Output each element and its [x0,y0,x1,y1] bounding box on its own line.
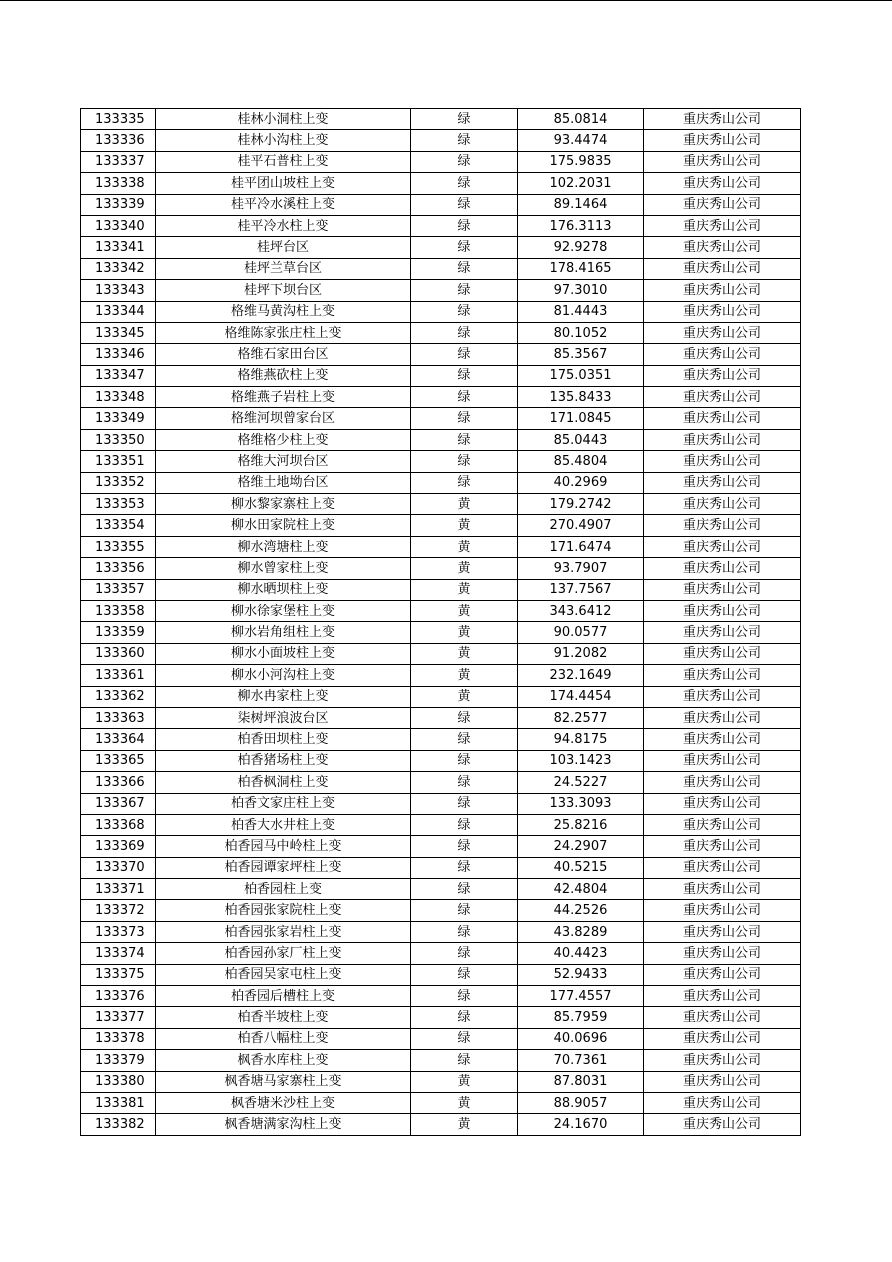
company-cell: 重庆秀山公司 [644,515,801,536]
value-cell: 102.2031 [518,173,644,194]
level-cell: 绿 [411,151,518,172]
station-name-cell: 桂坪兰草台区 [156,258,411,279]
table-row [81,964,801,985]
company-cell: 重庆秀山公司 [644,472,801,493]
station-name-cell: 柏香园张家院柱上变 [156,900,411,921]
row-id-cell: 133350 [81,429,156,450]
row-id-cell: 133349 [81,408,156,429]
level-cell: 绿 [411,109,518,130]
company-cell: 重庆秀山公司 [644,772,801,793]
row-id-cell: 133382 [81,1114,156,1135]
table-row [81,643,801,664]
level-cell: 黄 [411,600,518,621]
station-name-cell: 柏香大水井柱上变 [156,814,411,835]
row-id-cell: 133335 [81,109,156,130]
level-cell: 黄 [411,536,518,557]
company-cell: 重庆秀山公司 [644,686,801,707]
station-name-cell: 格维大河坝台区 [156,451,411,472]
value-cell: 175.0351 [518,365,644,386]
value-cell: 24.5227 [518,772,644,793]
row-id-cell: 133354 [81,515,156,536]
station-name-cell: 柳水冉家柱上变 [156,686,411,707]
row-id-cell: 133373 [81,921,156,942]
station-name-cell: 柳水湾塘柱上变 [156,536,411,557]
level-cell: 绿 [411,365,518,386]
row-id-cell: 133372 [81,900,156,921]
value-cell: 93.4474 [518,130,644,151]
table-row [81,879,801,900]
company-cell: 重庆秀山公司 [644,151,801,172]
table-row [81,408,801,429]
row-id-cell: 133358 [81,600,156,621]
row-id-cell: 133367 [81,793,156,814]
level-cell: 黄 [411,1114,518,1135]
value-cell: 135.8433 [518,387,644,408]
station-name-cell: 柳水徐家堡柱上变 [156,600,411,621]
row-id-cell: 133363 [81,707,156,728]
station-name-cell: 枫香塘满家沟柱上变 [156,1114,411,1135]
level-cell: 绿 [411,1007,518,1028]
value-cell: 24.1670 [518,1114,644,1135]
value-cell: 94.8175 [518,729,644,750]
value-cell: 175.9835 [518,151,644,172]
company-cell: 重庆秀山公司 [644,986,801,1007]
row-id-cell: 133347 [81,365,156,386]
value-cell: 42.4804 [518,879,644,900]
value-cell: 91.2082 [518,643,644,664]
level-cell: 绿 [411,729,518,750]
station-name-cell: 柳水小河沟柱上变 [156,665,411,686]
station-name-cell: 格维石家田台区 [156,344,411,365]
company-cell: 重庆秀山公司 [644,750,801,771]
table-row [81,857,801,878]
value-cell: 97.3010 [518,280,644,301]
table-row [81,729,801,750]
table-row [81,173,801,194]
table-row [81,451,801,472]
value-cell: 177.4557 [518,986,644,1007]
table-row [81,109,801,130]
table-row [81,301,801,322]
table-row [81,429,801,450]
table-row [81,921,801,942]
value-cell: 103.1423 [518,750,644,771]
station-name-cell: 柏香猪场柱上变 [156,750,411,771]
station-name-cell: 柳水岩角组柱上变 [156,622,411,643]
value-cell: 70.7361 [518,1050,644,1071]
row-id-cell: 133380 [81,1071,156,1092]
row-id-cell: 133376 [81,986,156,1007]
value-cell: 85.4804 [518,451,644,472]
company-cell: 重庆秀山公司 [644,280,801,301]
station-name-cell: 格维陈家张庄柱上变 [156,322,411,343]
transformer-table [80,108,801,1136]
company-cell: 重庆秀山公司 [644,258,801,279]
row-id-cell: 133348 [81,387,156,408]
company-cell: 重庆秀山公司 [644,707,801,728]
company-cell: 重庆秀山公司 [644,900,801,921]
row-id-cell: 133336 [81,130,156,151]
table-row [81,536,801,557]
company-cell: 重庆秀山公司 [644,836,801,857]
company-cell: 重庆秀山公司 [644,793,801,814]
company-cell: 重庆秀山公司 [644,322,801,343]
station-name-cell: 柏香园后槽柱上变 [156,986,411,1007]
level-cell: 绿 [411,472,518,493]
row-id-cell: 133342 [81,258,156,279]
table-row [81,793,801,814]
row-id-cell: 133369 [81,836,156,857]
level-cell: 黄 [411,1071,518,1092]
station-name-cell: 桂坪台区 [156,237,411,258]
company-cell: 重庆秀山公司 [644,1071,801,1092]
table-row [81,900,801,921]
row-id-cell: 133345 [81,322,156,343]
level-cell: 绿 [411,408,518,429]
row-id-cell: 133356 [81,558,156,579]
value-cell: 176.3113 [518,215,644,236]
station-name-cell: 桂坪下坝台区 [156,280,411,301]
station-name-cell: 柳水晒坝柱上变 [156,579,411,600]
company-cell: 重庆秀山公司 [644,729,801,750]
company-cell: 重庆秀山公司 [644,536,801,557]
station-name-cell: 柏香园谭家坪柱上变 [156,857,411,878]
level-cell: 黄 [411,686,518,707]
value-cell: 179.2742 [518,494,644,515]
value-cell: 40.4423 [518,943,644,964]
value-cell: 137.7567 [518,579,644,600]
table-row [81,707,801,728]
table-row [81,750,801,771]
station-name-cell: 桂平冷水溪柱上变 [156,194,411,215]
value-cell: 232.1649 [518,665,644,686]
company-cell: 重庆秀山公司 [644,665,801,686]
table-row [81,365,801,386]
row-id-cell: 133337 [81,151,156,172]
company-cell: 重庆秀山公司 [644,494,801,515]
value-cell: 43.8289 [518,921,644,942]
level-cell: 绿 [411,793,518,814]
row-id-cell: 133368 [81,814,156,835]
level-cell: 黄 [411,515,518,536]
row-id-cell: 133377 [81,1007,156,1028]
station-name-cell: 柳水小面坡柱上变 [156,643,411,664]
value-cell: 133.3093 [518,793,644,814]
table-row [81,1028,801,1049]
level-cell: 绿 [411,215,518,236]
level-cell: 绿 [411,772,518,793]
table-row [81,472,801,493]
row-id-cell: 133360 [81,643,156,664]
company-cell: 重庆秀山公司 [644,301,801,322]
station-name-cell: 柏香枫洞柱上变 [156,772,411,793]
station-name-cell: 桂林小沟柱上变 [156,130,411,151]
company-cell: 重庆秀山公司 [644,365,801,386]
station-name-cell: 柒树坪浪波台区 [156,707,411,728]
level-cell: 绿 [411,814,518,835]
row-id-cell: 133338 [81,173,156,194]
value-cell: 178.4165 [518,258,644,279]
station-name-cell: 柏香八幅柱上变 [156,1028,411,1049]
value-cell: 44.2526 [518,900,644,921]
level-cell: 绿 [411,707,518,728]
level-cell: 绿 [411,280,518,301]
row-id-cell: 133346 [81,344,156,365]
table-row [81,322,801,343]
company-cell: 重庆秀山公司 [644,237,801,258]
station-name-cell: 枫香塘米沙柱上变 [156,1092,411,1113]
station-name-cell: 桂平冷水柱上变 [156,215,411,236]
row-id-cell: 133366 [81,772,156,793]
station-name-cell: 格维马黄沟柱上变 [156,301,411,322]
table-row [81,665,801,686]
value-cell: 85.0814 [518,109,644,130]
company-cell: 重庆秀山公司 [644,921,801,942]
level-cell: 绿 [411,429,518,450]
company-cell: 重庆秀山公司 [644,408,801,429]
station-name-cell: 柏香园孙家厂柱上变 [156,943,411,964]
company-cell: 重庆秀山公司 [644,1028,801,1049]
value-cell: 93.7907 [518,558,644,579]
value-cell: 24.2907 [518,836,644,857]
table-row [81,943,801,964]
company-cell: 重庆秀山公司 [644,579,801,600]
station-name-cell: 柏香园吴家屯柱上变 [156,964,411,985]
company-cell: 重庆秀山公司 [644,173,801,194]
level-cell: 黄 [411,665,518,686]
row-id-cell: 133371 [81,879,156,900]
level-cell: 绿 [411,900,518,921]
level-cell: 黄 [411,643,518,664]
row-id-cell: 133340 [81,215,156,236]
row-id-cell: 133378 [81,1028,156,1049]
station-name-cell: 柏香田坝柱上变 [156,729,411,750]
value-cell: 92.9278 [518,237,644,258]
station-name-cell: 柏香半坡柱上变 [156,1007,411,1028]
station-name-cell: 柳水曾家柱上变 [156,558,411,579]
table-row [81,836,801,857]
row-id-cell: 133353 [81,494,156,515]
station-name-cell: 柏香文家庄柱上变 [156,793,411,814]
level-cell: 绿 [411,322,518,343]
company-cell: 重庆秀山公司 [644,857,801,878]
table-row [81,194,801,215]
company-cell: 重庆秀山公司 [644,964,801,985]
row-id-cell: 133379 [81,1050,156,1071]
table-body [81,109,801,1136]
value-cell: 25.8216 [518,814,644,835]
station-name-cell: 枫香塘马家寨柱上变 [156,1071,411,1092]
row-id-cell: 133374 [81,943,156,964]
row-id-cell: 133357 [81,579,156,600]
table-row [81,1050,801,1071]
station-name-cell: 格维土地坳台区 [156,472,411,493]
level-cell: 绿 [411,750,518,771]
value-cell: 85.3567 [518,344,644,365]
station-name-cell: 格维燕子岩柱上变 [156,387,411,408]
row-id-cell: 133343 [81,280,156,301]
level-cell: 绿 [411,194,518,215]
value-cell: 90.0577 [518,622,644,643]
table-row [81,579,801,600]
table-row [81,1092,801,1113]
value-cell: 270.4907 [518,515,644,536]
level-cell: 黄 [411,558,518,579]
level-cell: 黄 [411,1092,518,1113]
company-cell: 重庆秀山公司 [644,387,801,408]
level-cell: 绿 [411,130,518,151]
level-cell: 绿 [411,258,518,279]
value-cell: 88.9057 [518,1092,644,1113]
table-row [81,258,801,279]
station-name-cell: 柏香园马中岭柱上变 [156,836,411,857]
company-cell: 重庆秀山公司 [644,600,801,621]
row-id-cell: 133375 [81,964,156,985]
row-id-cell: 133370 [81,857,156,878]
station-name-cell: 柳水黎家寨柱上变 [156,494,411,515]
value-cell: 174.4454 [518,686,644,707]
station-name-cell: 枫香水库柱上变 [156,1050,411,1071]
level-cell: 绿 [411,836,518,857]
page-top-border [0,0,892,1]
value-cell: 89.1464 [518,194,644,215]
row-id-cell: 133361 [81,665,156,686]
row-id-cell: 133355 [81,536,156,557]
company-cell: 重庆秀山公司 [644,1007,801,1028]
table-row [81,344,801,365]
level-cell: 绿 [411,301,518,322]
level-cell: 绿 [411,857,518,878]
table-row [81,986,801,1007]
station-name-cell: 格维格少柱上变 [156,429,411,450]
row-id-cell: 133339 [81,194,156,215]
row-id-cell: 133365 [81,750,156,771]
value-cell: 40.5215 [518,857,644,878]
value-cell: 85.0443 [518,429,644,450]
station-name-cell: 桂平团山坡柱上变 [156,173,411,194]
station-name-cell: 柏香园张家岩柱上变 [156,921,411,942]
table-row [81,772,801,793]
company-cell: 重庆秀山公司 [644,451,801,472]
table-row [81,558,801,579]
station-name-cell: 桂平石普柱上变 [156,151,411,172]
level-cell: 绿 [411,943,518,964]
company-cell: 重庆秀山公司 [644,109,801,130]
value-cell: 171.0845 [518,408,644,429]
level-cell: 绿 [411,387,518,408]
station-name-cell: 格维燕砍柱上变 [156,365,411,386]
row-id-cell: 133362 [81,686,156,707]
level-cell: 绿 [411,1050,518,1071]
station-name-cell: 柏香园柱上变 [156,879,411,900]
level-cell: 绿 [411,986,518,1007]
value-cell: 40.0696 [518,1028,644,1049]
level-cell: 绿 [411,237,518,258]
company-cell: 重庆秀山公司 [644,1114,801,1135]
value-cell: 343.6412 [518,600,644,621]
value-cell: 80.1052 [518,322,644,343]
table-row [81,814,801,835]
row-id-cell: 133352 [81,472,156,493]
row-id-cell: 133381 [81,1092,156,1113]
table-row [81,215,801,236]
value-cell: 40.2969 [518,472,644,493]
row-id-cell: 133359 [81,622,156,643]
row-id-cell: 133341 [81,237,156,258]
company-cell: 重庆秀山公司 [644,344,801,365]
company-cell: 重庆秀山公司 [644,1092,801,1113]
level-cell: 黄 [411,622,518,643]
table-row [81,494,801,515]
level-cell: 绿 [411,344,518,365]
row-id-cell: 133344 [81,301,156,322]
level-cell: 黄 [411,494,518,515]
table-row [81,237,801,258]
level-cell: 绿 [411,964,518,985]
table-row [81,1071,801,1092]
company-cell: 重庆秀山公司 [644,622,801,643]
company-cell: 重庆秀山公司 [644,194,801,215]
level-cell: 绿 [411,921,518,942]
company-cell: 重庆秀山公司 [644,879,801,900]
table-row [81,686,801,707]
table-row [81,1007,801,1028]
value-cell: 87.8031 [518,1071,644,1092]
row-id-cell: 133351 [81,451,156,472]
company-cell: 重庆秀山公司 [644,943,801,964]
level-cell: 绿 [411,451,518,472]
level-cell: 绿 [411,879,518,900]
table-row [81,622,801,643]
table-row [81,1114,801,1135]
value-cell: 81.4443 [518,301,644,322]
value-cell: 52.9433 [518,964,644,985]
row-id-cell: 133364 [81,729,156,750]
table-row [81,130,801,151]
station-name-cell: 柳水田家院柱上变 [156,515,411,536]
company-cell: 重庆秀山公司 [644,1050,801,1071]
station-name-cell: 桂林小洞柱上变 [156,109,411,130]
table-row [81,600,801,621]
level-cell: 绿 [411,173,518,194]
value-cell: 85.7959 [518,1007,644,1028]
station-name-cell: 格维河坝曾家台区 [156,408,411,429]
table-row [81,387,801,408]
company-cell: 重庆秀山公司 [644,130,801,151]
company-cell: 重庆秀山公司 [644,558,801,579]
company-cell: 重庆秀山公司 [644,429,801,450]
table-row [81,151,801,172]
table-row [81,280,801,301]
level-cell: 绿 [411,1028,518,1049]
company-cell: 重庆秀山公司 [644,215,801,236]
level-cell: 黄 [411,579,518,600]
company-cell: 重庆秀山公司 [644,814,801,835]
table-row [81,515,801,536]
company-cell: 重庆秀山公司 [644,643,801,664]
value-cell: 171.6474 [518,536,644,557]
value-cell: 82.2577 [518,707,644,728]
